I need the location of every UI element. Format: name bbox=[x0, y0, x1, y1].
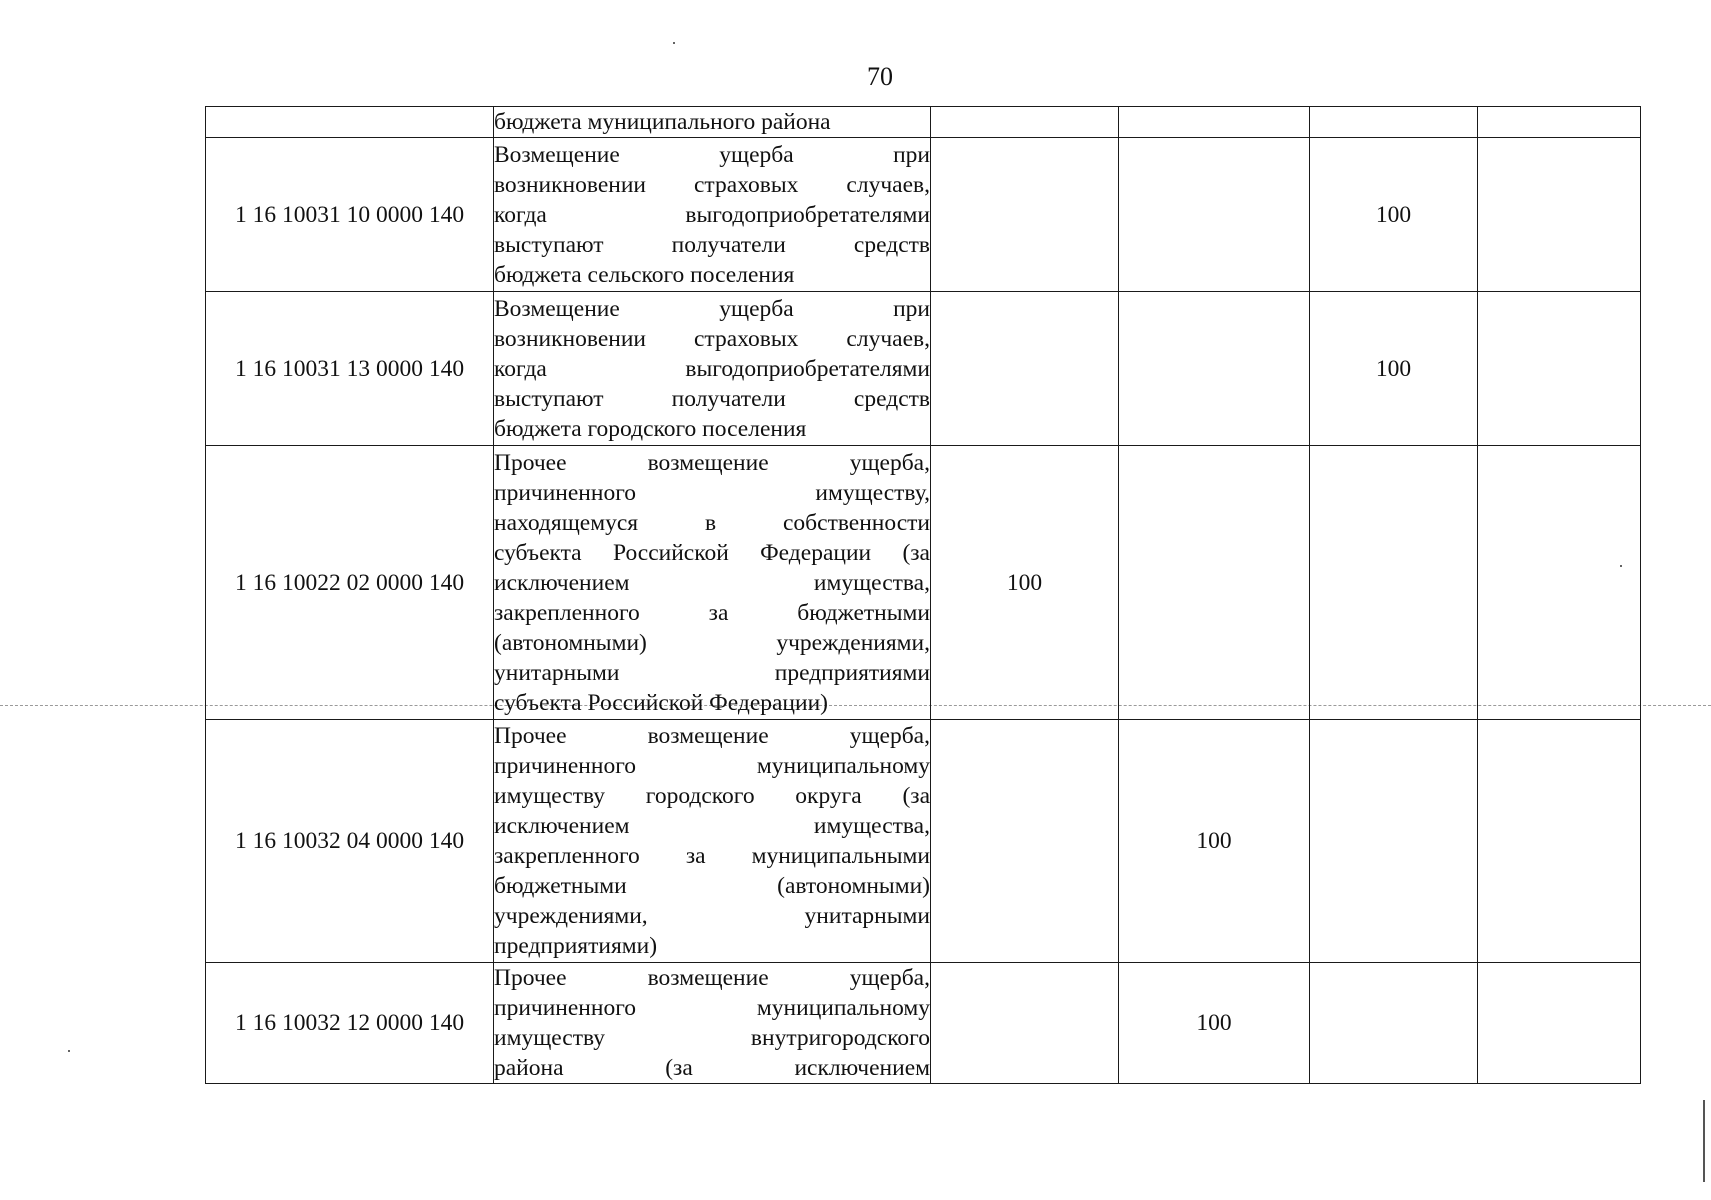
description-line: исключением имущества, bbox=[494, 569, 930, 596]
value-cell-4 bbox=[1478, 720, 1641, 963]
value-cell-2: 100 bbox=[1119, 963, 1310, 1084]
budget-code-cell: 1 16 10032 12 0000 140 bbox=[206, 963, 494, 1084]
page-number: 70 bbox=[867, 62, 893, 91]
budget-code-cell: 1 16 10022 02 0000 140 bbox=[206, 446, 494, 720]
value-cell-1 bbox=[931, 107, 1119, 138]
description-line: имуществу городского округа (за bbox=[494, 783, 930, 809]
value-cell-1 bbox=[931, 138, 1119, 292]
table-row bbox=[206, 446, 1641, 720]
table-row bbox=[206, 107, 1641, 138]
value-cell-2 bbox=[1119, 292, 1310, 446]
description-line: Прочее возмещение ущерба, bbox=[494, 965, 930, 991]
scan-speck bbox=[68, 1050, 70, 1052]
description-line: предприятиями) bbox=[494, 933, 658, 959]
description-line: бюджетными (автономными) bbox=[494, 873, 930, 899]
description-line: исключением имущества, bbox=[494, 813, 930, 839]
description-line: имуществу внутригородского bbox=[494, 1025, 930, 1051]
value-cell-3 bbox=[1310, 720, 1478, 963]
description-line: (автономными) учреждениями, bbox=[494, 629, 930, 656]
table-body bbox=[206, 107, 1641, 1084]
value-cell-2: 100 bbox=[1119, 720, 1310, 963]
budget-code-cell: 1 16 10031 10 0000 140 bbox=[206, 138, 494, 292]
scan-edge-mark bbox=[1703, 1100, 1705, 1182]
value-cell-3: 100 bbox=[1310, 292, 1478, 446]
description-line: Прочее возмещение ущерба, bbox=[494, 723, 930, 749]
description-line: возникновении страховых случаев, bbox=[494, 325, 930, 352]
description-line: района (за исключением bbox=[494, 1055, 930, 1081]
description-line: причиненного муниципальному bbox=[494, 753, 930, 779]
description-line: бюджета муниципального района bbox=[494, 109, 831, 135]
value-cell-4 bbox=[1478, 446, 1641, 720]
value-cell-3: 100 bbox=[1310, 138, 1478, 292]
description-line: субъекта Российской Федерации) bbox=[494, 689, 828, 716]
budget-code-cell bbox=[206, 107, 494, 138]
value-cell-2 bbox=[1119, 138, 1310, 292]
value-cell-2 bbox=[1119, 107, 1310, 138]
description-line: Возмещение ущерба при bbox=[494, 295, 930, 322]
budget-code-cell: 1 16 10031 13 0000 140 bbox=[206, 292, 494, 446]
description-cell bbox=[494, 963, 931, 1084]
value-cell-1: 100 bbox=[931, 446, 1119, 720]
value-cell-1 bbox=[931, 720, 1119, 963]
value-cell-4 bbox=[1478, 292, 1641, 446]
scan-speck bbox=[673, 42, 675, 44]
description-line: причиненного имуществу, bbox=[494, 479, 930, 506]
description-line: учреждениями, унитарными bbox=[494, 903, 930, 929]
description-line: причиненного муниципальному bbox=[494, 995, 930, 1021]
description-line: когда выгодоприобретателями bbox=[494, 201, 930, 228]
description-cell bbox=[494, 720, 931, 963]
table-row bbox=[206, 720, 1641, 963]
value-cell-1 bbox=[931, 292, 1119, 446]
description-line: когда выгодоприобретателями bbox=[494, 355, 930, 382]
value-cell-4 bbox=[1478, 107, 1641, 138]
table-row bbox=[206, 138, 1641, 292]
description-line: выступают получатели средств bbox=[494, 231, 930, 258]
description-line: закрепленного за муниципальными bbox=[494, 843, 930, 869]
table-row bbox=[206, 292, 1641, 446]
description-line: унитарными предприятиями bbox=[494, 659, 930, 686]
description-line: бюджета городского поселения bbox=[494, 415, 807, 442]
description-line: находящемуся в собственности bbox=[494, 509, 930, 536]
value-cell-2 bbox=[1119, 446, 1310, 720]
description-line: Прочее возмещение ущерба, bbox=[494, 449, 930, 476]
table-row bbox=[206, 963, 1641, 1084]
description-line: выступают получатели средств bbox=[494, 385, 930, 412]
value-cell-3 bbox=[1310, 446, 1478, 720]
value-cell-3 bbox=[1310, 107, 1478, 138]
description-cell bbox=[494, 138, 931, 292]
description-line: закрепленного за бюджетными bbox=[494, 599, 930, 626]
value-cell-4 bbox=[1478, 138, 1641, 292]
budget-code-cell: 1 16 10032 04 0000 140 bbox=[206, 720, 494, 963]
value-cell-4 bbox=[1478, 963, 1641, 1084]
description-cell bbox=[494, 107, 931, 138]
description-line: Возмещение ущерба при bbox=[494, 141, 930, 168]
budget-code-table bbox=[205, 106, 1641, 1084]
description-cell bbox=[494, 446, 931, 720]
description-line: бюджета сельского поселения bbox=[494, 261, 795, 288]
description-line: субъекта Российской Федерации (за bbox=[494, 539, 930, 566]
description-line: возникновении страховых случаев, bbox=[494, 171, 930, 198]
description-cell bbox=[494, 292, 931, 446]
value-cell-3 bbox=[1310, 963, 1478, 1084]
value-cell-1 bbox=[931, 963, 1119, 1084]
